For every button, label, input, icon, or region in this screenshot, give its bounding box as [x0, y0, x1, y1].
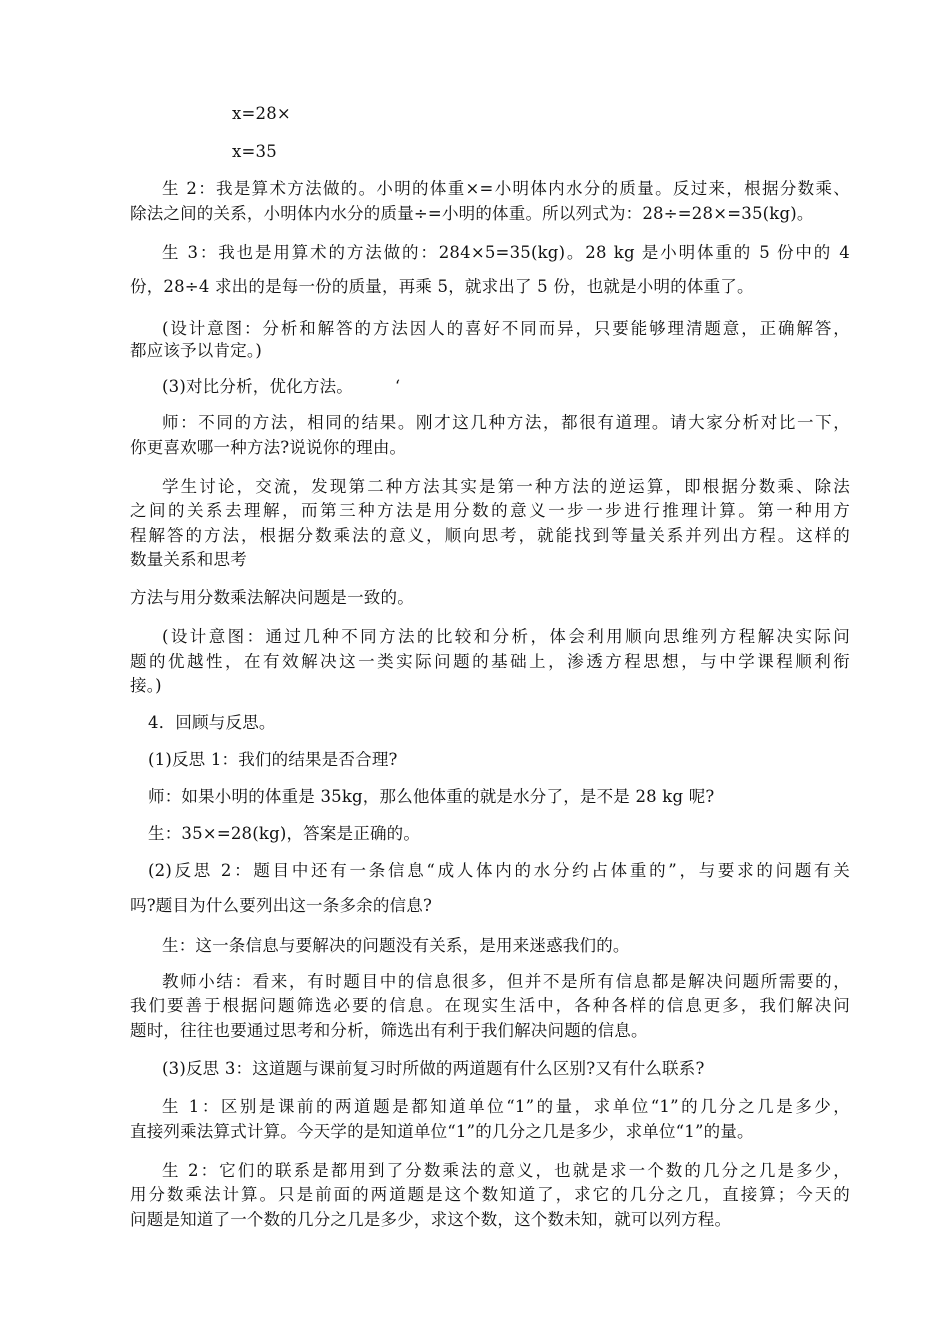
equation-line: x=35	[232, 142, 277, 161]
paragraph-line: 生 3：我也是用算术的方法做的：284×5=35(kg)。28 kg 是小明体重的 5 份中的 4	[162, 243, 850, 262]
paragraph-line: 学生讨论，交流，发现第二种方法其实是第一种方法的逆运算，即根据分数乘、除法	[162, 477, 850, 496]
design-note-line: (设计意图：通过几种不同方法的比较和分析，体会利用顺向思维列方程解决实际问	[162, 627, 850, 646]
paragraph-line: 师：如果小明的体重是 35kg，那么他体重的就是水分了，是不是 28 kg 呢?	[148, 787, 715, 806]
paragraph-line: 直接列乘法算式计算。今天学的是知道单位“1”的几分之几是多少，求单位“1”的量。	[130, 1122, 754, 1141]
paragraph-line: 除法之间的关系，小明体内水分的质量÷=小明的体重。所以列式为：28÷=28×=35(kg)。	[130, 204, 814, 223]
reflection-heading: (3)反思 3：这道题与课前复习时所做的两道题有什么区别?又有什么联系?	[162, 1059, 705, 1078]
paragraph-line: 份，28÷4 求出的是每一份的质量，再乘 5，就求出了 5 份，也就是小明的体重了。	[130, 277, 754, 296]
design-note-line: 题的优越性，在有效解决这一类实际问题的基础上，渗透方程思想，与中学课程顺利衔	[130, 652, 850, 671]
reflection-heading: (1)反思 1：我们的结果是否合理?	[148, 750, 398, 769]
equation-line: x=28×	[232, 104, 291, 123]
paragraph-line: 生 2：它们的联系是都用到了分数乘法的意义，也就是求一个数的几分之几是多少，	[162, 1161, 850, 1180]
paragraph-line: 生 1：区别是课前的两道题是都知道单位“1”的量，求单位“1”的几分之几是多少，	[162, 1097, 850, 1116]
summary-line: 题时，往往也要通过思考和分析，筛选出有利于我们解决问题的信息。	[130, 1021, 648, 1040]
section-heading: (3)对比分析，优化方法。 ‘	[162, 377, 401, 396]
paragraph-line: 师：不同的方法，相同的结果。刚才这几种方法，都很有道理。请大家分析对比一下，	[162, 413, 850, 432]
paragraph-line: 生：35×=28(kg)，答案是正确的。	[148, 824, 421, 843]
reflection-heading: (2)反思 2：题目中还有一条信息“成人体内的水分约占体重的”，与要求的问题有关	[148, 861, 850, 880]
paragraph-line: 用分数乘法计算。只是前面的两道题是这个数知道了，求它的几分之几，直接算；今天的	[130, 1185, 850, 1204]
paragraph-line: 你更喜欢哪一种方法?说说你的理由。	[130, 438, 407, 457]
paragraph-line: 程解答的方法，根据分数乘法的意义，顺向思考，就能找到等量关系并列出方程。这样的	[130, 526, 850, 545]
design-note-line: 接。)	[130, 676, 162, 695]
section-heading: 4．回顾与反思。	[148, 713, 276, 732]
design-note-line: 都应该予以肯定。)	[130, 341, 262, 360]
paragraph-line: 之间的关系去理解，而第三种方法是用分数的意义一步一步进行推理计算。第一种用方	[130, 501, 850, 520]
design-note-line: (设计意图：分析和解答的方法因人的喜好不同而异，只要能够理清题意，正确解答，	[162, 319, 850, 338]
paragraph-line: 数量关系和思考	[130, 550, 247, 569]
summary-line: 我们要善于根据问题筛选必要的信息。在现实生活中，各种各样的信息更多，我们解决问	[130, 996, 850, 1015]
paragraph-line: 问题是知道了一个数的几分之几是多少，求这个数，这个数未知，就可以列方程。	[130, 1210, 732, 1229]
summary-line: 教师小结：看来，有时题目中的信息很多，但并不是所有信息都是解决问题所需要的，	[162, 972, 850, 991]
paragraph-line: 吗?题目为什么要列出这一条多余的信息?	[130, 896, 432, 915]
paragraph-line: 生：这一条信息与要解决的问题没有关系，是用来迷惑我们的。	[162, 936, 630, 955]
paragraph-line: 方法与用分数乘法解决问题是一致的。	[130, 588, 414, 607]
paragraph-line: 生 2：我是算术方法做的。小明的体重×=小明体内水分的质量。反过来，根据分数乘、	[162, 179, 850, 198]
